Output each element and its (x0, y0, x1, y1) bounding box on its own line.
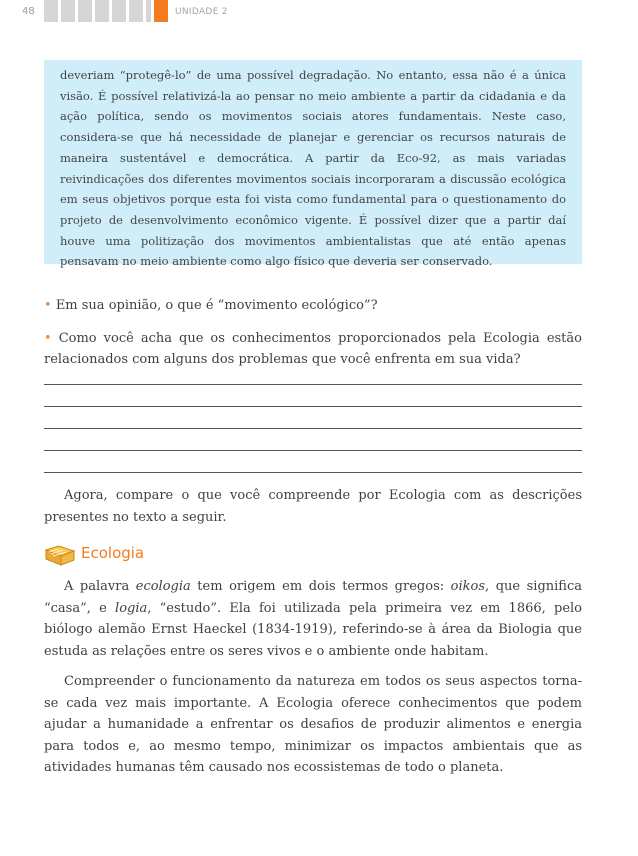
question-1 (44, 295, 582, 316)
section-title: Ecologia (81, 544, 145, 562)
bullet: • (44, 298, 52, 313)
callout-text: deveriam “protegê-lo” de uma possível degradação. No entanto, essa não é a única visão. É possível relativizá-la ao pensar no meio ambiente a partir da cidadania e da ação política, sendo os movimentos sociais atores fundamentais. Neste caso, considera-se que há necessidade de planejar e gerenciar os recursos naturais de maneira sustentável e democrática. A partir da Eco-92, as mais variadas reivindicações dos diferentes movimentos sociais incorporaram a discussão ecológica em seus objetivos porque esta foi vista como fundamental para o questionamento do projeto de desenvolvimento econômico vigente. É possível dizer que a partir daí houve uma politização dos movimentos ambientalistas que até então apenas pensavam no meio ambiente como algo físico que deveria ser conservado. (60, 68, 566, 269)
text-run: tem origem em dois termos gregos: (190, 579, 451, 594)
answer-line[interactable] (44, 428, 582, 429)
intro-paragraph: Agora, compare o que você compreende por Ecologia com as descrições presentes no texto a seguir. (44, 488, 582, 525)
term-ecologia: ecologia (135, 579, 191, 594)
page-number: 48 (22, 6, 35, 17)
question-2 (44, 328, 582, 370)
header-block (146, 0, 151, 22)
body-paragraph-1 (44, 576, 582, 662)
page-header (0, 0, 638, 24)
callout-box (44, 60, 582, 269)
answer-line[interactable] (44, 472, 582, 473)
bullet: • (44, 331, 52, 346)
answer-line[interactable] (44, 450, 582, 451)
question-2-text: Como você acha que os conhecimentos proporcionados pela Ecologia estão relacionados com alguns dos problemas que você enfrenta em sua vida? (44, 331, 582, 367)
header-block (129, 0, 143, 22)
header-block (61, 0, 75, 22)
body-paragraph-2: Compreender o funcionamento da natureza em todos os seus aspectos torna-se cada vez mais importante. A Ecologia oferece conhecimentos que podem ajudar a humanidade a enfrentar os desafios de produzir alimentos e energia para todos e, ao mesmo tempo, minimizar os impactos ambientais que as atividades humanas têm causado nos ecossistemas de todo o planeta. (44, 674, 582, 776)
term-logia: logia (115, 600, 148, 616)
header-block (78, 0, 92, 22)
section-heading (44, 540, 344, 570)
header-block (112, 0, 126, 22)
unit-label: UNIDADE 2 (175, 7, 228, 17)
header-block (44, 0, 58, 22)
answer-line[interactable] (44, 406, 582, 407)
term-oikos: oikos (450, 579, 486, 594)
answer-line[interactable] (44, 384, 582, 385)
text-run: , “estudo”. Ela foi utilizada pela primeira vez em 1866, pelo biólogo alemão Ernst Haeckel (1834-1919), referindo-se à área da Biologia que estuda as relações entre os seres vivos e o ambiente onde habitam. (44, 600, 582, 659)
header-accent-block (154, 0, 168, 22)
header-block (95, 0, 109, 22)
question-1-text: Em sua opinião, o que é “movimento ecológico”? (55, 298, 378, 313)
text-run: A palavra (64, 579, 136, 594)
text-run: , que significa “casa”, e (44, 579, 582, 616)
book-icon (44, 542, 76, 568)
